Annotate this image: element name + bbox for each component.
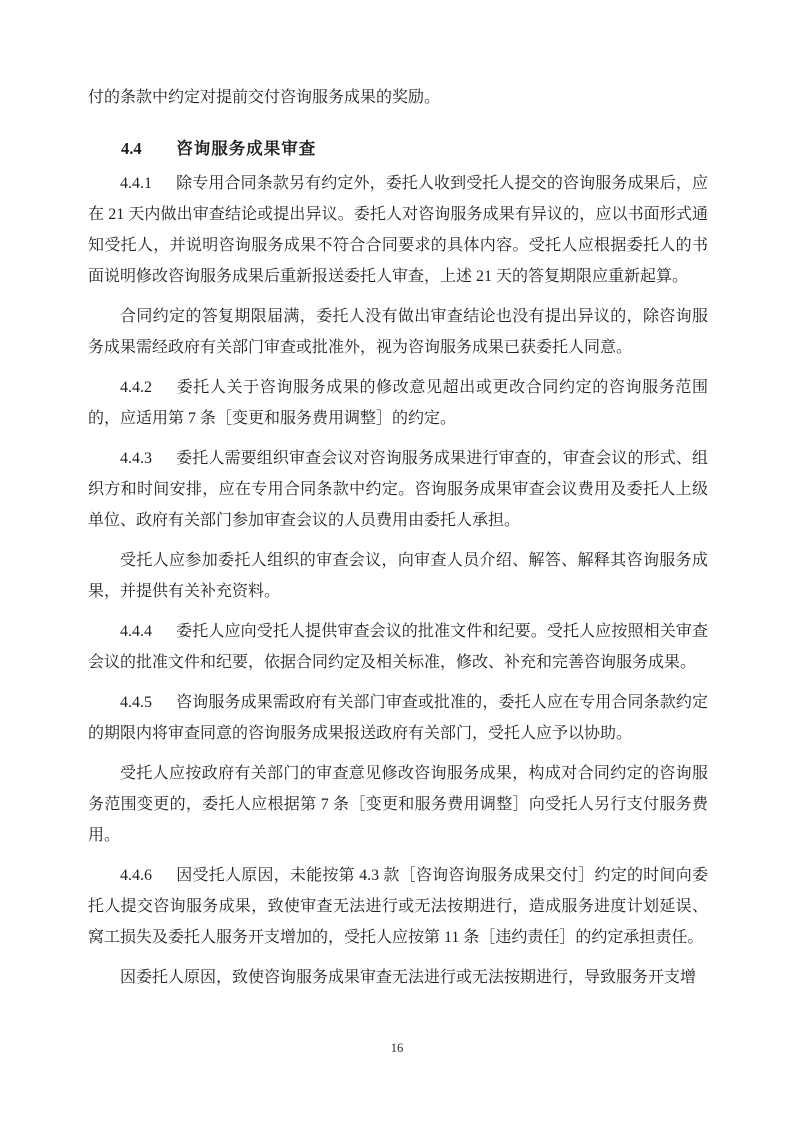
page-content — [88, 82, 708, 993]
clause-number: 4.4.1 — [120, 175, 152, 192]
clause-number: 4.4.3 — [120, 450, 152, 467]
clause-text: 因委托人原因，致使咨询服务成果审查无法进行或无法按期进行，导致服务开支增 — [120, 969, 697, 986]
clause-paragraph-4-4-6 — [88, 860, 708, 953]
clause-paragraph-4-4-4 — [88, 616, 708, 678]
page-number: 16 — [390, 1041, 404, 1055]
section-number: 4.4 — [121, 139, 142, 158]
plain-paragraph-3 — [88, 758, 708, 851]
clause-text: 因受托人原因，未能按第 4.3 款［咨询咨询服务成果交付］约定的时间向委托人提交咨询服务成果，致使审查无法进行或无法按期进行，造成服务进度计划延误、窝工损失及委托人服务开支增加的，受托人应按第 11 条［违约责任］的约定承担责任。 — [88, 867, 708, 946]
clause-number: 4.4.2 — [120, 379, 152, 396]
clause-paragraph-4-4-1 — [88, 168, 708, 292]
clause-text: 委托人需要组织审查会议对咨询服务成果进行审查的，审查会议的形式、组织方和时间安排，应在专用合同条款中约定。咨询服务成果审查会议费用及委托人上级单位、政府有关部门参加审查会议的人员费用由委托人承担。 — [88, 450, 708, 529]
clause-paragraph-4-4-5 — [88, 687, 708, 749]
plain-paragraph-1 — [88, 301, 708, 363]
continuation-paragraph: 付的条款中约定对提前交付咨询服务成果的奖励。 — [88, 89, 441, 106]
plain-paragraph-4 — [88, 962, 708, 993]
clause-paragraph-4-4-2 — [88, 372, 708, 434]
section-heading — [88, 133, 708, 165]
plain-paragraph-2 — [88, 545, 708, 607]
clause-text: 受托人应按政府有关部门的审查意见修改咨询服务成果，构成对合同约定的咨询服务范围变更的，委托人应根据第 7 条［变更和服务费用调整］向受托人另行支付服务费用。 — [88, 765, 708, 844]
clause-text: 除专用合同条款另有约定外，委托人收到受托人提交的咨询服务成果后，应在 21 天内做出审查结论或提出异议。委托人对咨询服务成果有异议的，应以书面形式通知受托人，并说明咨询服务成果不符合合同要求的具体内容。受托人应根据委托人的书面说明修改咨询服务成果后重新报送委托人审查，上述 21 天的答复期限应重新起算。 — [88, 175, 708, 285]
clause-text: 受托人应参加委托人组织的审查会议，向审查人员介绍、解答、解释其咨询服务成果，并提供有关补充资料。 — [88, 552, 708, 600]
clause-text: 委托人关于咨询服务成果的修改意见超出或更改合同约定的咨询服务范围的，应适用第 7 条［变更和服务费用调整］的约定。 — [88, 379, 708, 427]
clause-text: 咨询服务成果需政府有关部门审查或批准的，委托人应在专用合同条款约定的期限内将审查同意的咨询服务成果报送政府有关部门，受托人应予以协助。 — [88, 694, 708, 742]
clause-text: 合同约定的答复期限届满，委托人没有做出审查结论也没有提出异议的，除咨询服务成果需经政府有关部门审查或批准外，视为咨询服务成果已获委托人同意。 — [88, 308, 708, 356]
clause-number: 4.4.5 — [120, 694, 152, 711]
clause-paragraph-4-4-3 — [88, 443, 708, 536]
clause-number: 4.4.4 — [120, 623, 152, 640]
clause-number: 4.4.6 — [120, 867, 152, 884]
section-title: 咨询服务成果审查 — [176, 140, 317, 158]
clause-text: 委托人应向受托人提供审查会议的批准文件和纪要。受托人应按照相关审查会议的批准文件和纪要，依据合同约定及相关标准，修改、补充和完善咨询服务成果。 — [88, 623, 708, 671]
